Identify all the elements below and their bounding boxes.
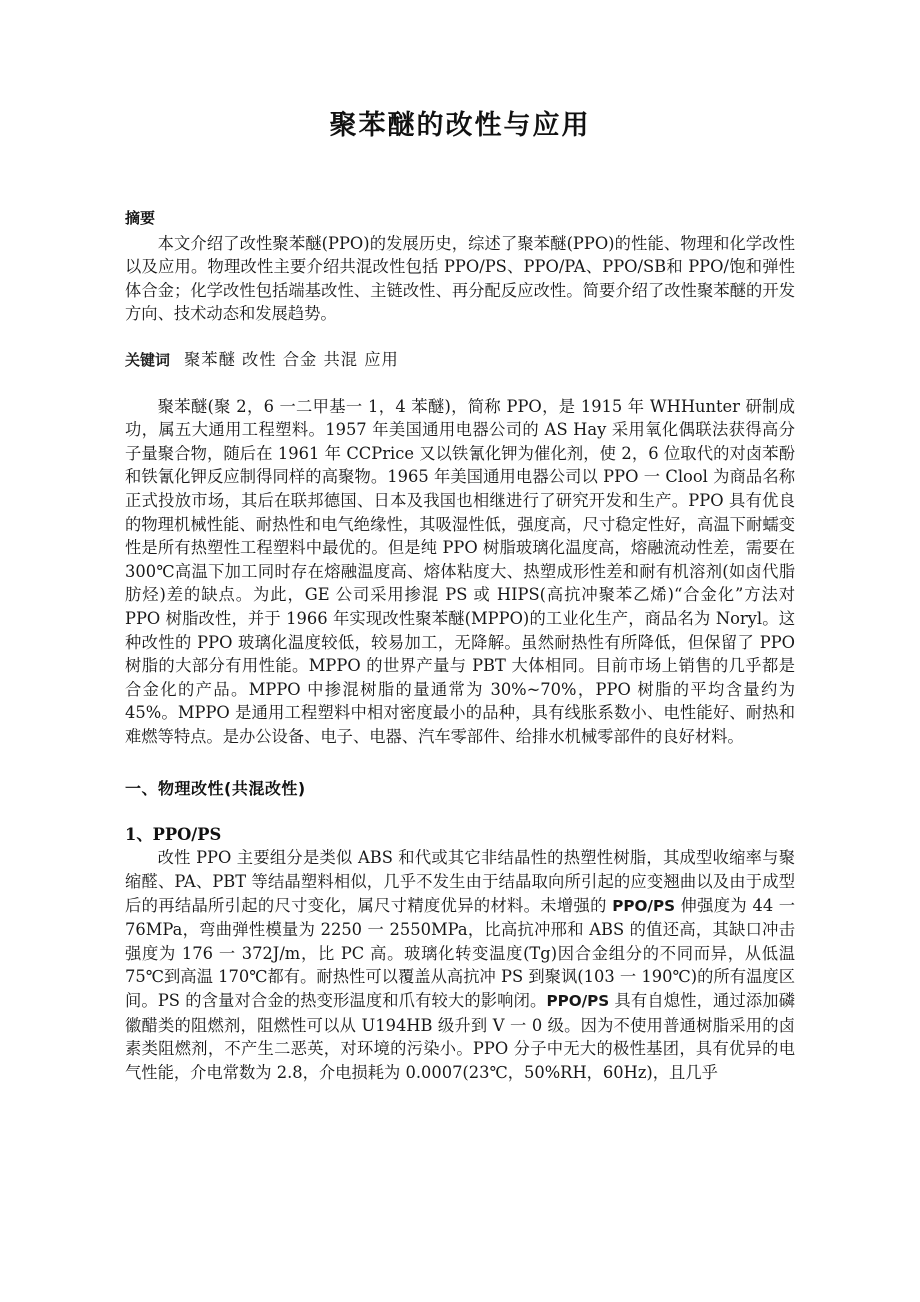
section-heading-one: 一、物理改性(共混改性) — [125, 779, 306, 799]
intro-paragraph: 聚苯醚(聚 2，6 一二甲基一 1，4 苯醚)，简称 PPO，是 1915 年 WHHunter 研制成功，属五大通用工程塑料。1957 年美国通用电器公司的 AS Hay 采用氧化偶联法获得高分子量聚合物，随后在 1961 年 CCPrice 又以铁氰化钾为催化剂，使 2，6 位取代的对卤苯酚和铁氰化钾反应制得同样的高聚物。1965 年美国通用电器公司以 PPO 一 Clool 为商品名称正式投放市场，其后在联邦德国、日本及我国也相继进行了研究开发和生产。PPO 具有优良的物理机械性能、耐热性和电气绝缘性，其吸湿性低，强度高，尺寸稳定性好，高温下耐蠕变性是所有热塑性工程塑料中最优的。但是纯 PPO 树脂玻璃化温度高，熔融流动性差，需要在 300℃高温下加工同时存在熔融温度高、熔体粘度大、热塑成形性差和耐有机溶剂(如卤代脂肪烃)差的缺点。为此，GE 公司采用掺混 PS 或 HIPS(高抗冲聚苯乙烯)“合金化”方法对 PPO 树脂改性，并于 1966 年实现改性聚苯醚(MPPO)的工业化生产，商品名为 Noryl。这种改性的 PPO 玻璃化温度较低，较易加工，无降解。虽然耐热性有所降低，但保留了 PPO 树脂的大部分有用性能。MPPO 的世界产量与 PBT 大体相同。目前市场上销售的几乎都是合金化的产品。MPPO 中掺混树脂的量通常为 30%~70%，PPO 树脂的平均含量约为 45%。MPPO 是通用工程塑料中相对密度最小的品种，具有线胀系数小、电性能好、耐热和难燃等特点。是办公设备、电子、电器、汽车零部件、给排水机械零部件的良好材料。 — [125, 396, 795, 746]
keywords-section — [125, 348, 795, 373]
subsection-paragraph — [125, 846, 795, 1084]
page-title: 聚苯醚的改性与应用 — [329, 110, 591, 141]
inline-bold-ppo-ps-2: PPO/PS — [546, 992, 610, 1011]
subsection-paragraph-part3: 具有自熄性，通过添加磷徽醋类的阻燃剂，阻燃性可以从 U194HB 级升到 V 一 0 级。因为不使用普通树脂采用的卤素类阻燃剂，不产生二恶英，对环境的污染小。PPO 分子中无大的极性基团，具有优异的电气性能，介电常数为 2.8，介电损耗为 0.0007(23℃，50%RH，60Hz)，且几乎 — [125, 991, 795, 1082]
subsection-paragraph-part1: 改性 PPO 主要组分是类似 ABS 和代或其它非结晶性的热塑性树脂，其成型收缩率与聚缩醛、PA、PBT 等结晶塑料相似，几乎不发生由于结晶取向所引起的应变翘曲以及由于成型后的再结晶所引起的尺寸变化，属尺寸精度优异的材料。未增强的 — [125, 848, 795, 915]
abstract-text: 本文介绍了改性聚苯醚(PPO)的发展历史，综述了聚苯醚(PPO)的性能、物理和化学改性以及应用。物理改性主要介绍共混改性包括 PPO/PS、PPO/PA、PPO/SB和 PPO/饱和弹性体合金；化学改性包括端基改性、主链改性、再分配反应改性。简要介绍了改性聚苯醚的开发方向、技术动态和发展趋势。 — [125, 233, 795, 324]
subsection-paragraph-part2: 伸强度为 44 一 76MPa，弯曲弹性模量为 2250 一 2550MPa，比高抗冲邢和 ABS 的值还高，其缺口冲击强度为 176 一 372J/m，比 PC 高。玻璃化转变温度(Tg)因合金组分的不同而异，从低温 75℃到高温 170℃都有。耐热性可以覆盖从高抗冲 PS 到聚讽(103 一 190℃)的所有温度区间。PS 的含量对合金的热变形温度和爪有较大的影响闭。 — [125, 895, 795, 1011]
inline-bold-ppo-ps-1: PPO/PS — [612, 896, 676, 915]
abstract-label: 摘要 — [125, 209, 156, 228]
subsection-heading-ppo-ps: 1、PPO/PS — [125, 825, 222, 845]
keywords-items: 聚苯醚 改性 合金 共混 应用 — [184, 349, 399, 369]
keywords-label: 关键词 — [125, 350, 171, 369]
abstract-section — [125, 207, 795, 326]
